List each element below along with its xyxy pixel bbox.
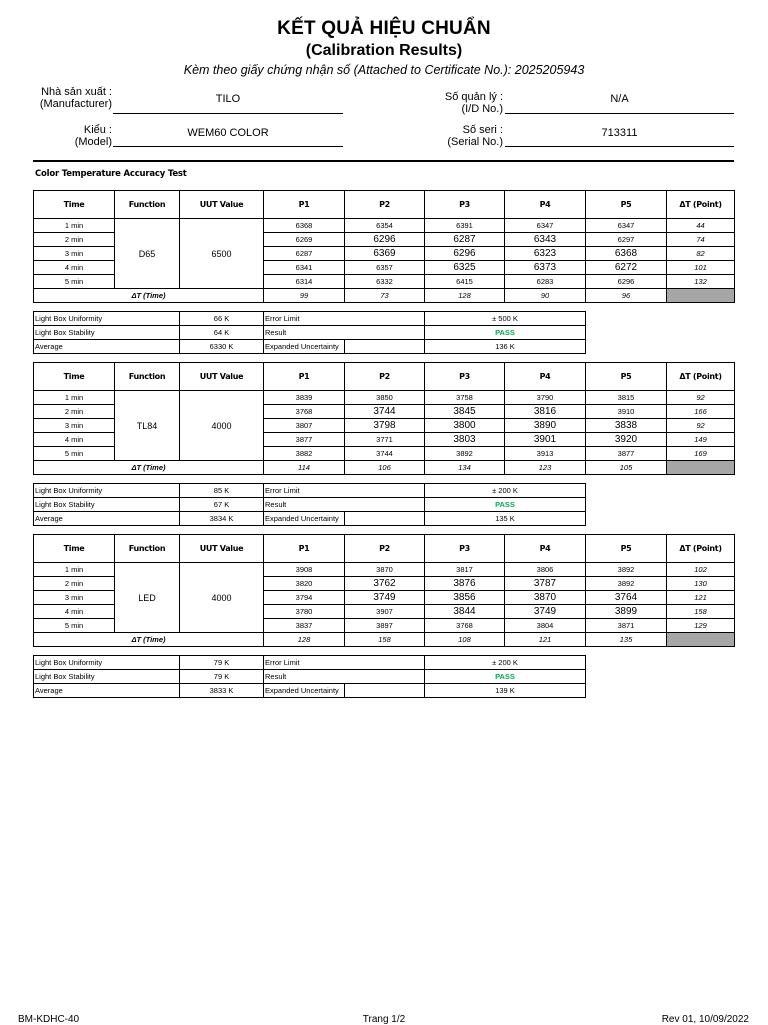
p2-cell: 3744 [345,405,425,419]
time-cell: 5 min [34,447,115,461]
summary-table-d65 [33,311,586,354]
result-label: Result [264,670,425,684]
p1-cell: 6287 [264,247,345,261]
model-underline [113,146,343,147]
p4-cell: 6283 [505,275,586,289]
col-time: Time [34,363,115,391]
p5-cell: 3910 [586,405,667,419]
manufacturer-value: TILO [215,93,241,105]
footer-revision: Rev 01, 10/09/2022 [661,1014,749,1025]
p4-cell: 3816 [505,405,586,419]
dt-point-cell: 74 [667,233,735,247]
p2-cell: 6332 [345,275,425,289]
summary-row [34,340,586,354]
time-cell: 2 min [34,233,115,247]
dt-time-row [34,289,735,303]
time-cell: 3 min [34,419,115,433]
time-cell: 5 min [34,619,115,633]
time-cell: 3 min [34,591,115,605]
model-label-vn: Kiểu : [83,124,112,136]
p3-cell: 3800 [425,419,505,433]
p4-cell: 3901 [505,433,586,447]
dt-time-row [34,633,735,647]
dt-time-p3: 128 [425,289,505,303]
uncertainty-label: Expanded Uncertainty [264,684,345,698]
p1-cell: 3780 [264,605,345,619]
time-cell: 5 min [34,275,115,289]
p3-cell: 6287 [425,233,505,247]
uncertainty-value: 135 K [425,512,586,526]
empty-cell [345,512,425,526]
uniformity-value: 66 K [180,312,264,326]
uut-value-cell: 4000 [180,563,264,633]
p2-cell: 3897 [345,619,425,633]
dt-point-cell: 102 [667,563,735,577]
p2-cell: 3771 [345,433,425,447]
section-divider [33,160,734,162]
function-cell: TL84 [115,391,180,461]
p5-cell: 6272 [586,261,667,275]
uut-value-cell: 6500 [180,219,264,289]
col-p3: P3 [425,535,505,563]
p4-cell: 3870 [505,591,586,605]
summary-table-tl84 [33,483,586,526]
dt-time-p2: 73 [345,289,425,303]
dt-time-p1: 128 [264,633,345,647]
dt-time-label: ΔT (Time) [34,633,264,647]
id-label-en: (I/D No.) [461,103,503,115]
p2-cell: 6357 [345,261,425,275]
stability-value: 79 K [180,670,264,684]
col-p3: P3 [425,191,505,219]
col-time: Time [34,535,115,563]
p4-cell: 6347 [505,219,586,233]
uniformity-label: Light Box Uniformity [34,312,180,326]
model-label [20,124,112,148]
average-value: 3834 K [180,512,264,526]
p1-cell: 6368 [264,219,345,233]
p2-cell: 3907 [345,605,425,619]
time-cell: 4 min [34,433,115,447]
results-table-led [33,534,735,647]
error-limit-label: Error Limit [264,484,425,498]
uncertainty-label: Expanded Uncertainty [264,340,345,354]
p5-cell: 6297 [586,233,667,247]
col-function: Function [115,191,180,219]
time-cell: 3 min [34,247,115,261]
time-cell: 1 min [34,563,115,577]
dt-time-p5: 105 [586,461,667,475]
uniformity-value: 85 K [180,484,264,498]
p1-cell: 6269 [264,233,345,247]
id-underline [505,113,734,114]
model-label-en: (Model) [74,136,112,148]
dt-point-cell: 130 [667,577,735,591]
p2-cell: 3798 [345,419,425,433]
p5-cell: 3838 [586,419,667,433]
stability-value: 67 K [180,498,264,512]
time-cell: 2 min [34,405,115,419]
col-p2: P2 [345,535,425,563]
p4-cell: 3913 [505,447,586,461]
summary-row [34,326,586,340]
p4-cell: 3790 [505,391,586,405]
dt-point-cell: 169 [667,447,735,461]
col-time: Time [34,191,115,219]
p1-cell: 3882 [264,447,345,461]
dt-point-cell: 92 [667,391,735,405]
p1-cell: 3908 [264,563,345,577]
p4-cell: 6343 [505,233,586,247]
time-cell: 2 min [34,577,115,591]
dt-time-label: ΔT (Time) [34,461,264,475]
col-p1: P1 [264,535,345,563]
p4-cell: 3804 [505,619,586,633]
stability-label: Light Box Stability [34,498,180,512]
col-dt-point: ΔT (Point) [667,363,735,391]
p2-cell: 3749 [345,591,425,605]
dt-time-p2: 158 [345,633,425,647]
p4-cell: 6373 [505,261,586,275]
p1-cell: 3877 [264,433,345,447]
col-function: Function [115,363,180,391]
result-value: PASS [425,498,586,512]
stability-value: 64 K [180,326,264,340]
empty-cell [345,340,425,354]
time-cell: 1 min [34,219,115,233]
dt-time-p5: 135 [586,633,667,647]
time-cell: 1 min [34,391,115,405]
dt-time-p3: 108 [425,633,505,647]
col-p1: P1 [264,191,345,219]
table-header-row [34,363,735,391]
table-row [34,219,735,233]
function-cell: D65 [115,219,180,289]
p3-cell: 3803 [425,433,505,447]
dt-point-cell: 92 [667,419,735,433]
dt-time-p4: 121 [505,633,586,647]
p3-cell: 3876 [425,577,505,591]
p3-cell: 3845 [425,405,505,419]
empty-grey-cell [667,461,735,475]
p3-cell: 3856 [425,591,505,605]
stability-label: Light Box Stability [34,326,180,340]
dt-point-cell: 132 [667,275,735,289]
certificate-subtitle: Kèm theo giấy chứng nhận số (Attached to Certificate No.): 2025205943 [183,63,585,77]
col-p2: P2 [345,191,425,219]
results-table-tl84 [33,362,735,475]
results-table-d65 [33,190,735,303]
p5-cell: 3764 [586,591,667,605]
p1-cell: 6341 [264,261,345,275]
error-limit-label: Error Limit [264,312,425,326]
col-p2: P2 [345,363,425,391]
p4-cell: 3787 [505,577,586,591]
average-label: Average [34,512,180,526]
manufacturer-label-en: (Manufacturer) [39,98,112,110]
uncertainty-label: Expanded Uncertainty [264,512,345,526]
uniformity-value: 79 K [180,656,264,670]
dt-time-row [34,461,735,475]
serial-underline [505,146,734,147]
uncertainty-value: 136 K [425,340,586,354]
p4-cell: 6323 [505,247,586,261]
p4-cell: 3749 [505,605,586,619]
error-limit-value: ± 200 K [425,484,586,498]
dt-point-cell: 149 [667,433,735,447]
section-title: Color Temperature Accuracy Test [35,169,187,179]
dt-time-p5: 96 [586,289,667,303]
summary-row [34,512,586,526]
col-function: Function [115,535,180,563]
summary-table-led [33,655,586,698]
p3-cell: 3817 [425,563,505,577]
manufacturer-underline [113,113,343,114]
col-uut-value: UUT Value [180,191,264,219]
p3-cell: 3892 [425,447,505,461]
id-label-vn: Số quản lý : [444,91,503,103]
time-cell: 4 min [34,605,115,619]
uniformity-label: Light Box Uniformity [34,484,180,498]
uniformity-label: Light Box Uniformity [34,656,180,670]
summary-row [34,670,586,684]
p2-cell: 3744 [345,447,425,461]
page-title-english: (Calibration Results) [305,42,463,59]
col-uut-value: UUT Value [180,363,264,391]
average-value: 3833 K [180,684,264,698]
p5-cell: 6368 [586,247,667,261]
id-value: N/A [610,93,629,105]
p4-cell: 3806 [505,563,586,577]
p3-cell: 3758 [425,391,505,405]
table-header-row [34,535,735,563]
manufacturer-label-vn: Nhà sản xuất : [41,86,112,98]
dt-time-p1: 114 [264,461,345,475]
dt-time-p3: 134 [425,461,505,475]
p5-cell: 3892 [586,563,667,577]
table-row [34,563,735,577]
p2-cell: 6354 [345,219,425,233]
p2-cell: 6369 [345,247,425,261]
col-p4: P4 [505,191,586,219]
p2-cell: 6296 [345,233,425,247]
p3-cell: 6415 [425,275,505,289]
col-p4: P4 [505,535,586,563]
p3-cell: 6391 [425,219,505,233]
dt-time-p1: 99 [264,289,345,303]
empty-grey-cell [667,633,735,647]
dt-point-cell: 166 [667,405,735,419]
summary-row [34,312,586,326]
serial-label [400,124,503,148]
p3-cell: 6325 [425,261,505,275]
dt-time-p4: 90 [505,289,586,303]
p5-cell: 6296 [586,275,667,289]
p5-cell: 3899 [586,605,667,619]
footer-form-code: BM-KDHC-40 [18,1014,80,1025]
summary-row [34,656,586,670]
p5-cell: 3892 [586,577,667,591]
p2-cell: 3762 [345,577,425,591]
summary-row [34,484,586,498]
p5-cell: 3877 [586,447,667,461]
manufacturer-label [20,86,112,110]
dt-point-cell: 158 [667,605,735,619]
error-limit-value: ± 200 K [425,656,586,670]
p3-cell: 3768 [425,619,505,633]
p2-cell: 3870 [345,563,425,577]
empty-grey-cell [667,289,735,303]
result-label: Result [264,326,425,340]
model-value: WEM60 COLOR [187,127,269,139]
p1-cell: 3839 [264,391,345,405]
p1-cell: 3794 [264,591,345,605]
summary-row [34,684,586,698]
error-limit-value: ± 500 K [425,312,586,326]
average-label: Average [34,340,180,354]
serial-value: 713311 [601,127,638,139]
p1-cell: 3837 [264,619,345,633]
uut-value-cell: 4000 [180,391,264,461]
col-p5: P5 [586,191,667,219]
p1-cell: 3807 [264,419,345,433]
col-p1: P1 [264,363,345,391]
col-p4: P4 [505,363,586,391]
uncertainty-value: 139 K [425,684,586,698]
p2-cell: 3850 [345,391,425,405]
p5-cell: 3920 [586,433,667,447]
result-value: PASS [425,326,586,340]
time-cell: 4 min [34,261,115,275]
p5-cell: 3871 [586,619,667,633]
serial-label-vn: Số seri : [462,124,503,136]
col-p3: P3 [425,363,505,391]
serial-label-en: (Serial No.) [447,136,503,148]
p4-cell: 3890 [505,419,586,433]
id-label [400,91,503,115]
p1-cell: 3768 [264,405,345,419]
col-uut-value: UUT Value [180,535,264,563]
empty-cell [345,684,425,698]
footer-page-number: Trang 1/2 [362,1014,406,1025]
table-row [34,391,735,405]
dt-point-cell: 44 [667,219,735,233]
p1-cell: 3820 [264,577,345,591]
col-p5: P5 [586,535,667,563]
dt-time-p4: 123 [505,461,586,475]
dt-time-p2: 106 [345,461,425,475]
p1-cell: 6314 [264,275,345,289]
dt-point-cell: 101 [667,261,735,275]
page-title-vietnamese: KẾT QUẢ HIỆU CHUẨN [277,18,491,39]
error-limit-label: Error Limit [264,656,425,670]
dt-time-label: ΔT (Time) [34,289,264,303]
result-label: Result [264,498,425,512]
table-header-row [34,191,735,219]
summary-row [34,498,586,512]
p3-cell: 3844 [425,605,505,619]
function-cell: LED [115,563,180,633]
dt-point-cell: 82 [667,247,735,261]
col-p5: P5 [586,363,667,391]
average-value: 6330 K [180,340,264,354]
p5-cell: 6347 [586,219,667,233]
dt-point-cell: 121 [667,591,735,605]
col-dt-point: ΔT (Point) [667,535,735,563]
stability-label: Light Box Stability [34,670,180,684]
result-value: PASS [425,670,586,684]
p5-cell: 3815 [586,391,667,405]
col-dt-point: ΔT (Point) [667,191,735,219]
average-label: Average [34,684,180,698]
dt-point-cell: 129 [667,619,735,633]
p3-cell: 6296 [425,247,505,261]
